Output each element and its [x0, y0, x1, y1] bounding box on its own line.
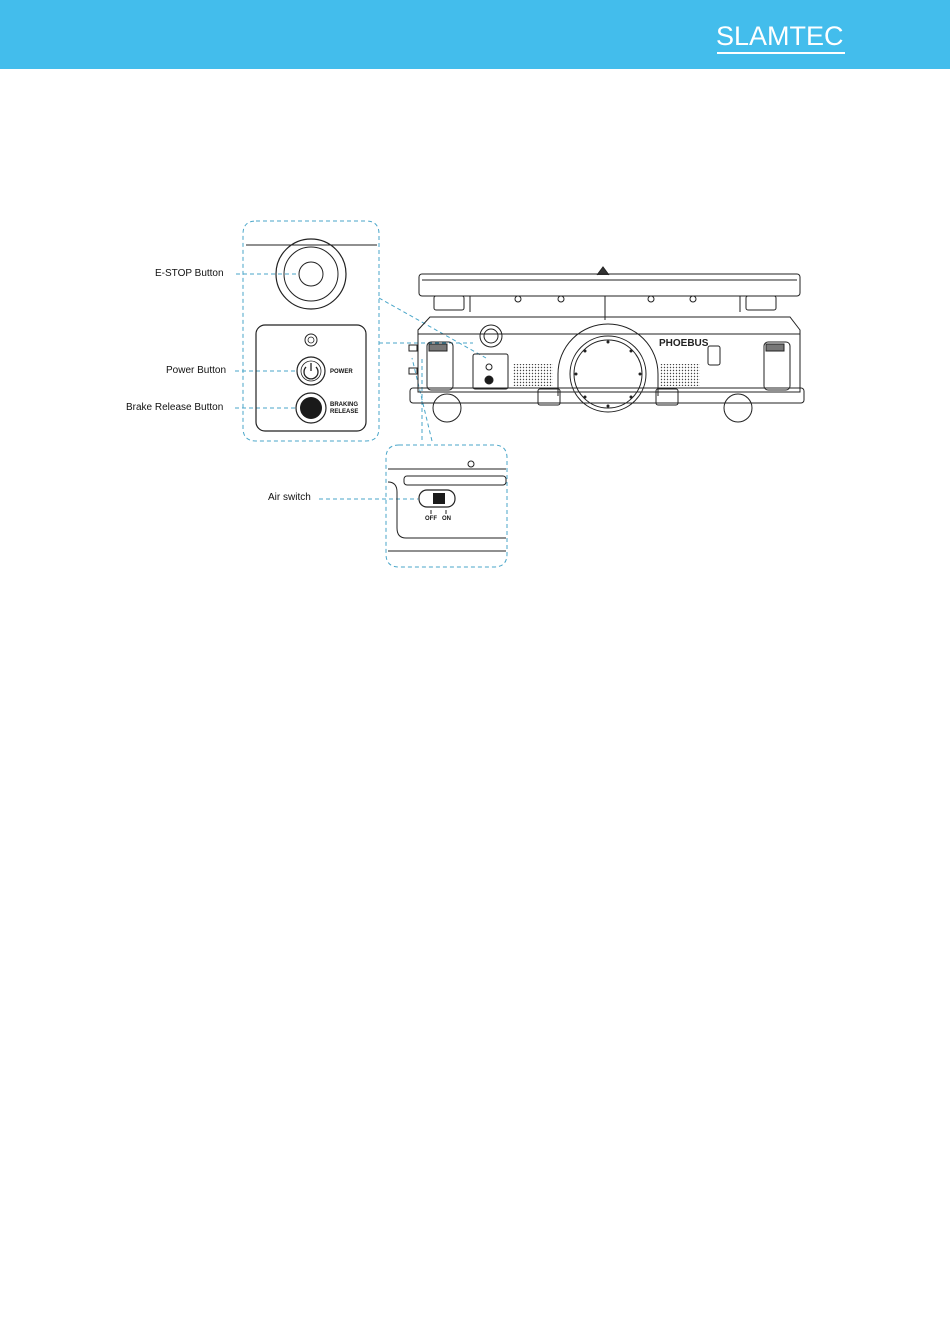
robot-chassis: [409, 267, 804, 422]
robot-controls-figure: [0, 0, 950, 600]
braking-label-line2: RELEASE: [330, 409, 359, 415]
robot-name-label: PHOEBUS: [659, 338, 709, 349]
motor-bolts: [575, 341, 642, 408]
callout-leader-lines: [235, 274, 486, 499]
callout-air-switch-label: Air switch: [268, 492, 311, 503]
brand-name: SLAMTEC: [716, 21, 844, 51]
robot-diagram: [0, 0, 950, 600]
vent-grilles: [513, 364, 700, 386]
estop-center: [299, 262, 323, 286]
detail-panel-air-switch: [386, 445, 507, 567]
braking-label-line1: BRAKING: [330, 402, 358, 408]
air-switch-on-label: ON: [442, 516, 451, 522]
callout-power-label: Power Button: [166, 365, 227, 376]
callout-brake-label: Brake Release Button: [126, 402, 224, 413]
power-panel-label: POWER: [330, 369, 353, 375]
air-switch-off-label: OFF: [425, 516, 437, 522]
callout-estop-label: E-STOP Button: [155, 268, 224, 279]
